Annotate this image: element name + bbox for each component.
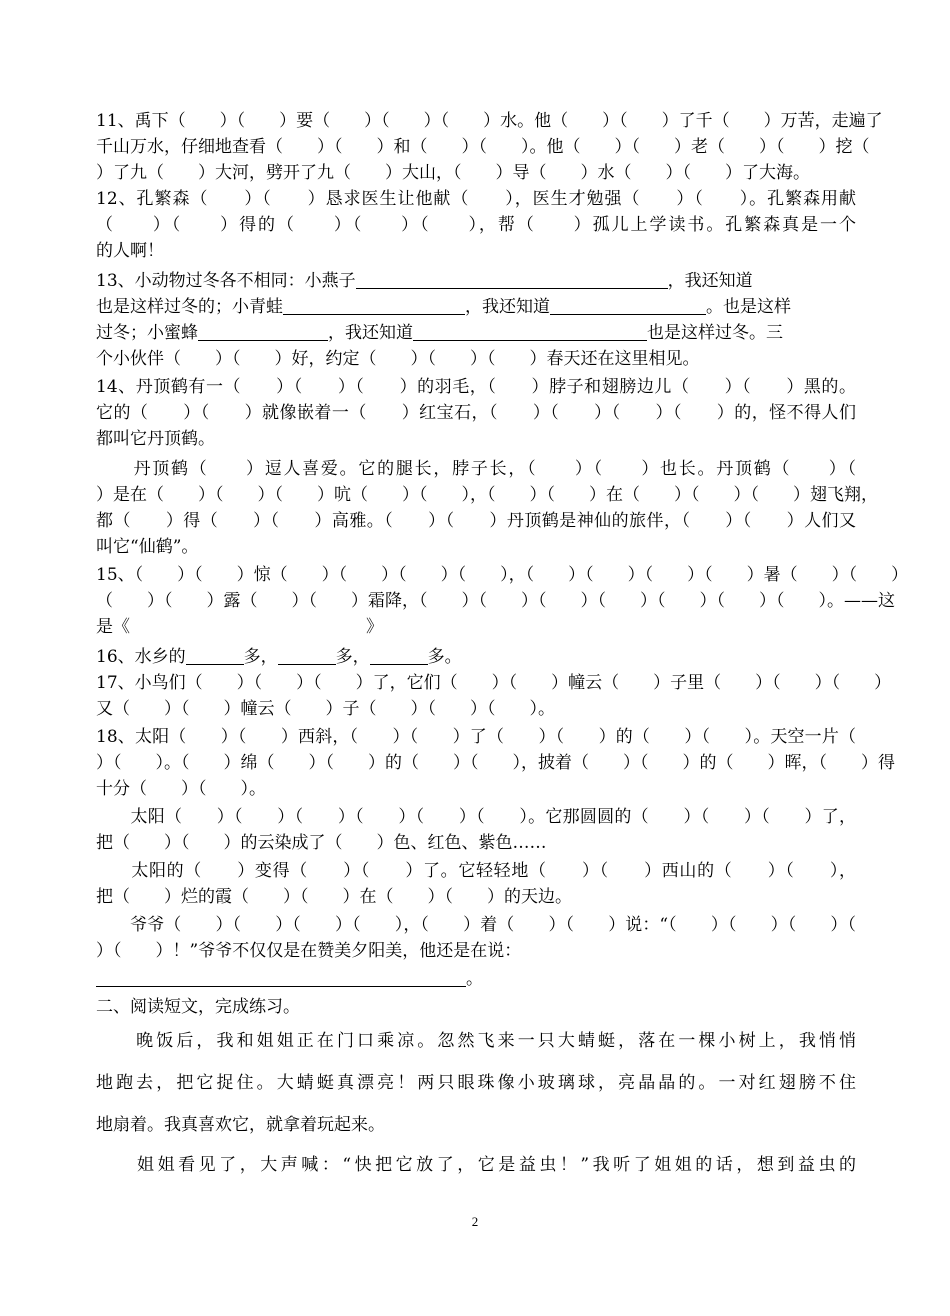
answer-blank[interactable] [96, 968, 466, 987]
q11-line2: 千山万水，仔细地查看（ ）（ ）和（ ）（ ）。他（ ）（ ）老（ ）（ ）挖（ [96, 137, 870, 157]
answer-blank[interactable] [278, 646, 336, 665]
answer-blank[interactable] [356, 270, 668, 289]
q18-line6: 太阳的（ ）变得（ ）（ ）了。它轻轻地（ ）（ ）西山的（ ）（ ）， [96, 861, 856, 881]
q18-line8: 爷爷（ ）（ ）（ ）（ ），（ ）着（ ）（ ）说：“（ ）（ ）（ ）（ [96, 915, 856, 935]
q14-line1: 14、丹顶鹤有一（ ）（ ）（ ）的羽毛，（ ）脖子和翅膀边儿（ ）（ ）黑的。 [96, 377, 856, 397]
q18-line9: ）（ ）！”爷爷不仅仅是在赞美夕阳美，他还是在说： [96, 941, 522, 961]
q14-line4: 丹顶鹤（ ）逗人喜爱。它的腿长，脖子长，（ ）（ ）也长。丹顶鹤（ ）（ [96, 459, 856, 479]
q15-line3: 是《 》 [96, 617, 383, 637]
q11-line3: ）了九（ ）大河，劈开了九（ ）大山，（ ）导（ ）水（ ）（ ）了大海。 [96, 163, 810, 183]
reading-para1-line3: 地扇着。我真喜欢它，就拿着玩起来。 [96, 1115, 385, 1135]
q13-line1: 13、小动物过冬各不相同：小燕子 ，我还知道 [96, 271, 753, 291]
q18-line2: ）（ ）。（ ）绵（ ）（ ）的（ ）（ ），披着（ ）（ ）的（ ）晖，（ ）得 [96, 753, 895, 773]
q17-line2: 又（ ）（ ）幢云（ ）子（ ）（ ）（ ）。 [96, 699, 555, 719]
reading-para1-line2: 地跑去，把它捉住。大蜻蜓真漂亮！两只眼珠像小玻璃球，亮晶晶的。一对红翅膀不住 [96, 1073, 856, 1093]
reading-para1-line1: 晚饭后，我和姐姐正在门口乘凉。忽然飞来一只大蜻蜓，落在一棵小树上，我悄悄 [96, 1031, 856, 1051]
q18-line3: 十分（ ）（ ）。 [96, 779, 266, 799]
q12-line3: 的人啊！ [96, 241, 164, 261]
q11-line1: 11、禹下（ ）（ ）要（ ）（ ）（ ）水。他（ ）（ ）了千（ ）万苦，走遍了 [96, 111, 883, 131]
reading-para2-line1: 姐姐看见了，大声喊：“快把它放了，它是益虫！”我听了姐姐的话，想到益虫的 [96, 1155, 856, 1175]
q13-line4: 个小伙伴（ ）（ ）好，约定（ ）（ ）（ ）春天还在这里相见。 [96, 349, 700, 369]
q14-line6: 都（ ）得（ ）（ ）高雅。（ ）（ ）丹顶鹤是神仙的旅伴，（ ）（ ）人们又 [96, 511, 856, 531]
q18-line10: 。 [96, 966, 856, 992]
answer-blank[interactable] [550, 296, 706, 315]
q18-line1: 18、太阳（ ）（ ）西斜，（ ）（ ）了（ ）（ ）的（ ）（ ）。天空一片（ [96, 727, 856, 747]
q14-line5: ）是在（ ）（ ）（ ）吭（ ）（ ），（ ）（ ）在（ ）（ ）（ ）翅飞翔， [96, 485, 878, 505]
q18-line5: 把（ ）（ ）的云染成了（ ）色、红色、紫色…… [96, 833, 547, 853]
q14-line7: 叫它“仙鹤”。 [96, 537, 199, 557]
page-number: 2 [471, 1214, 479, 1229]
section2-heading: 二、阅读短文，完成练习。 [96, 997, 300, 1017]
q13-line3: 过冬；小蜜蜂 ，我还知道 也是这样过冬。三 [96, 323, 783, 343]
answer-blank[interactable] [370, 646, 428, 665]
answer-blank[interactable] [413, 322, 647, 341]
q17-line1: 17、小鸟们（ ）（ ）（ ）了，它们（ ）（ ）幢云（ ）子里（ ）（ ）（ ） [96, 673, 892, 693]
q16-line: 16、水乡的 多， 多， 多。 [96, 647, 462, 667]
q15-line2: （ ）（ ）露（ ）（ ）霜降，（ ）（ ）（ ）（ ）（ ）（ ）（ ）。——这 [96, 591, 895, 611]
q12-line1: 12、孔繁森（ ）（ ）恳求医生让他献（ ），医生才勉强（ ）（ ）。孔繁森用献 [96, 189, 856, 209]
q12-line2: （ ）（ ）得的（ ）（ ）（ ），帮（ ）孤儿上学读书。孔繁森真是一个 [96, 215, 856, 235]
q14-line3: 都叫它丹顶鹤。 [96, 429, 215, 449]
q18-line4: 太阳（ ）（ ）（ ）（ ）（ ）（ ）。它那圆圆的（ ）（ ）（ ）了， [96, 807, 856, 827]
q18-line7: 把（ ）烂的霞（ ）（ ）在（ ）（ ）的天边。 [96, 887, 572, 907]
q13-line2: 也是这样过冬的；小青蛙 ，我还知道 。也是这样 [96, 297, 791, 317]
answer-blank[interactable] [186, 646, 244, 665]
answer-blank[interactable] [283, 296, 465, 315]
answer-blank[interactable] [198, 322, 328, 341]
q14-line2: 它的（ ）（ ）就像嵌着一（ ）红宝石，（ ）（ ）（ ）（ ）的，怪不得人们 [96, 403, 856, 423]
q15-line1: 15、（ ）（ ）惊（ ）（ ）（ ）（ ），（ ）（ ）（ ）（ ）暑（ ）（ ） [96, 565, 909, 585]
